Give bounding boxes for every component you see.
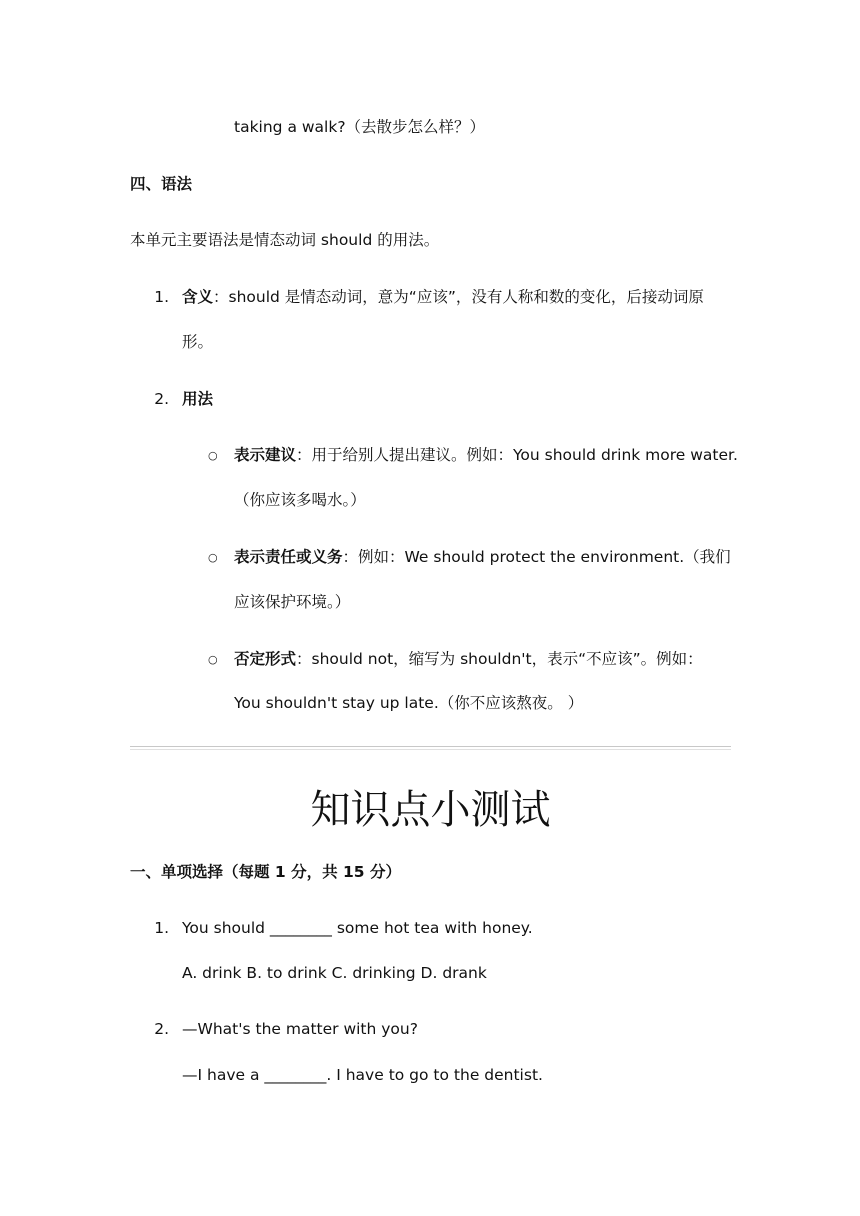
subitem-duty bbox=[234, 547, 731, 567]
question-options: A. drink B. to drink C. drinking D. drank bbox=[182, 964, 487, 982]
item-text-continued: 形。 bbox=[182, 333, 214, 351]
intro-tail-text: taking a walk?（去散步怎么样？） bbox=[234, 118, 486, 136]
subitem-text: ：例如：We should protect the environment.（我们 bbox=[342, 548, 731, 566]
subitem-suggestion bbox=[234, 445, 738, 465]
quiz-title: 知识点小测试 bbox=[310, 787, 551, 833]
subitem-text-continued: You shouldn't stay up late.（你不应该熬夜。 ） bbox=[234, 694, 584, 712]
grammar-heading: 四、语法 bbox=[130, 175, 193, 193]
question-text-continued: —I have a ________. I have to go to the dentist. bbox=[182, 1066, 543, 1084]
subitem-text-continued: （你应该多喝水。） bbox=[234, 491, 366, 509]
item-label: 用法 bbox=[182, 390, 214, 408]
question-number: 2. bbox=[154, 1020, 169, 1038]
list-number: 2. bbox=[154, 390, 169, 408]
list-item-meaning bbox=[182, 287, 704, 307]
subitem-negative bbox=[234, 649, 703, 669]
question-text: —What's the matter with you? bbox=[182, 1020, 418, 1038]
subitem-text-continued: 应该保护环境。） bbox=[234, 593, 351, 611]
quiz-section-heading: 一、单项选择（每题 1 分，共 15 分） bbox=[130, 863, 401, 881]
bullet-icon: ○ bbox=[208, 449, 218, 462]
bullet-icon: ○ bbox=[208, 653, 218, 666]
subitem-label: 否定形式 bbox=[234, 650, 297, 668]
question-text: You should ________ some hot tea with honey. bbox=[182, 919, 533, 937]
subitem-label: 表示建议 bbox=[234, 446, 297, 464]
subitem-label: 表示责任或义务 bbox=[234, 548, 343, 566]
question-number: 1. bbox=[154, 919, 169, 937]
bullet-icon: ○ bbox=[208, 551, 218, 564]
subitem-text: ：should not，缩写为 shouldn't，表示“不应该”。例如： bbox=[296, 650, 703, 668]
list-number: 1. bbox=[154, 288, 169, 306]
item-text: ：should 是情态动词，意为“应该”，没有人称和数的变化，后接动词原 bbox=[213, 288, 704, 306]
item-label: 含义 bbox=[182, 288, 214, 306]
section-divider bbox=[130, 746, 731, 750]
subitem-text: ：用于给别人提出建议。例如：You should drink more water. bbox=[296, 446, 738, 464]
grammar-intro: 本单元主要语法是情态动词 should 的用法。 bbox=[130, 231, 440, 249]
